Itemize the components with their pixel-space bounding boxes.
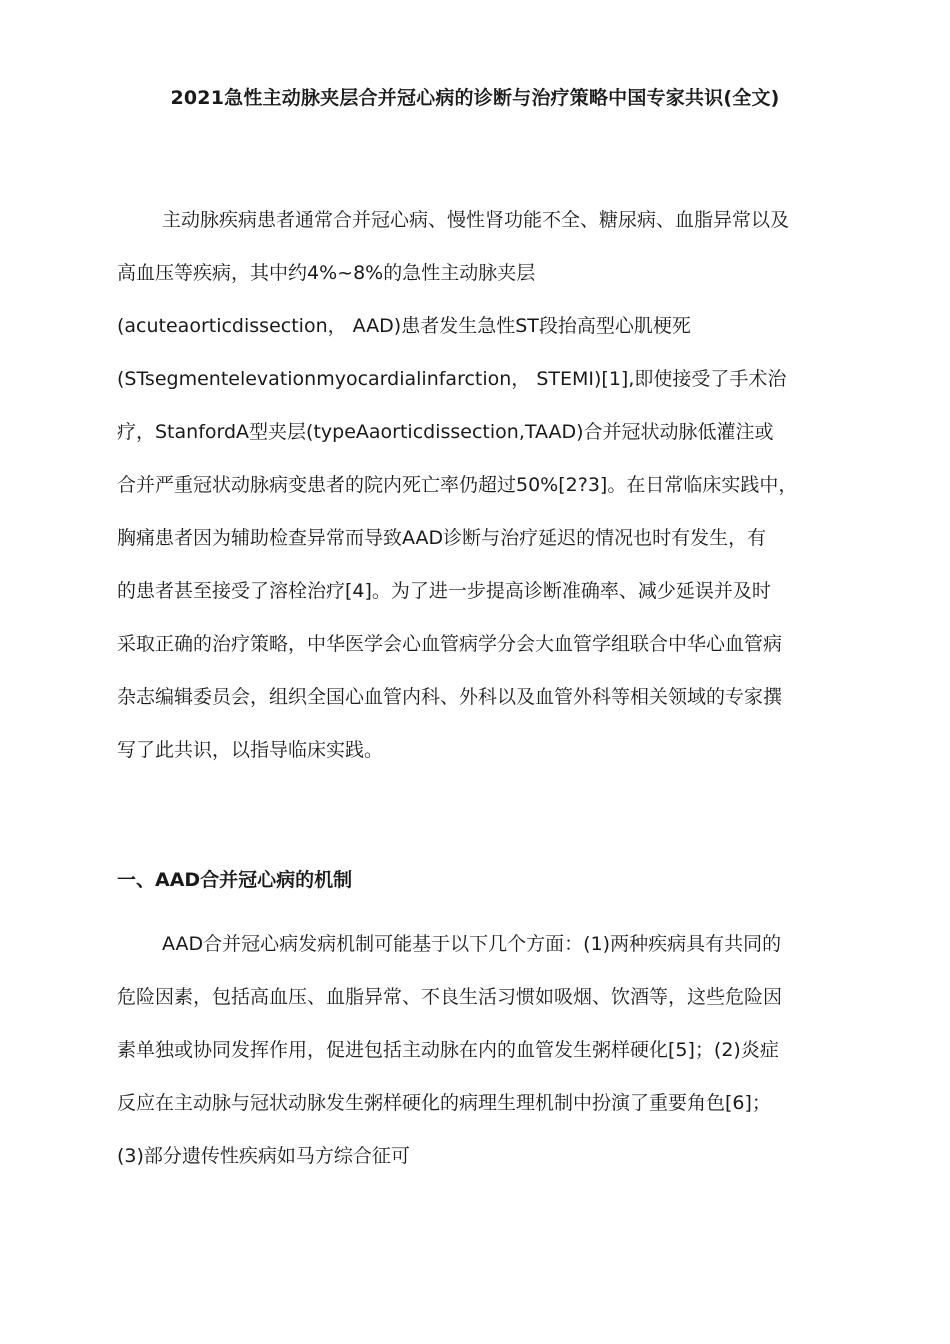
intro-paragraph [117,194,857,777]
text-line: 素单独或协同发挥作用，促进包括主动脉在内的血管发生粥样硬化[5]；(2)炎症 [117,1039,779,1061]
text-line: 疗，StanfordA型夹层(typeAaorticdissection,TAAD)合并冠状动脉低灌注或 [117,421,774,443]
text-line: 反应在主动脉与冠状动脉发生粥样硬化的病理生理机制中扮演了重要角色[6]； [117,1092,771,1114]
section-paragraph [117,918,857,1183]
text-line: 的患者甚至接受了溶栓治疗[4]。为了进一步提高诊断准确率、减少延误并及时 [117,580,771,602]
text-line: 胸痛患者因为辅助检查异常而导致AAD诊断与治疗延迟的情况也时有发生，有 [117,527,767,549]
text-line: AAD合并冠心病发病机制可能基于以下几个方面：(1)两种疾病具有共同的 [162,933,782,955]
text-line: (STsegmentelevationmyocardialinfarction， STEMI)[1],即使接受了手术治 [117,368,787,390]
text-line: 杂志编辑委员会，组织全国心血管内科、外科以及血管外科等相关领域的专家撰 [117,686,783,708]
text-line: (3)部分遗传性疾病如马方综合征可 [117,1145,410,1167]
text-line: 合并严重冠状动脉病变患者的院内死亡率仍超过50%[2?3]。在日常临床实践中， [117,474,798,496]
text-line: 高血压等疾病，其中约4%~8%的急性主动脉夹层 [117,262,536,284]
section-heading: 一、AAD合并冠心病的机制 [117,869,353,891]
text-line: (acuteaorticdissection， AAD)患者发生急性ST段抬高型心肌梗死 [117,315,691,337]
text-line: 主动脉疾病患者通常合并冠心病、慢性肾功能不全、糖尿病、血脂异常以及 [162,209,790,231]
text-line: 写了此共识，以指导临床实践。 [117,739,384,761]
text-line: 危险因素，包括高血压、血脂异常、不良生活习惯如吸烟、饮酒等，这些危险因 [117,986,783,1008]
text-line: 采取正确的治疗策略，中华医学会心血管病学分会大血管学组联合中华心血管病 [117,633,783,655]
document-title: 2021急性主动脉夹层合并冠心病的诊断与治疗策略中国专家共识(全文) [170,87,780,109]
